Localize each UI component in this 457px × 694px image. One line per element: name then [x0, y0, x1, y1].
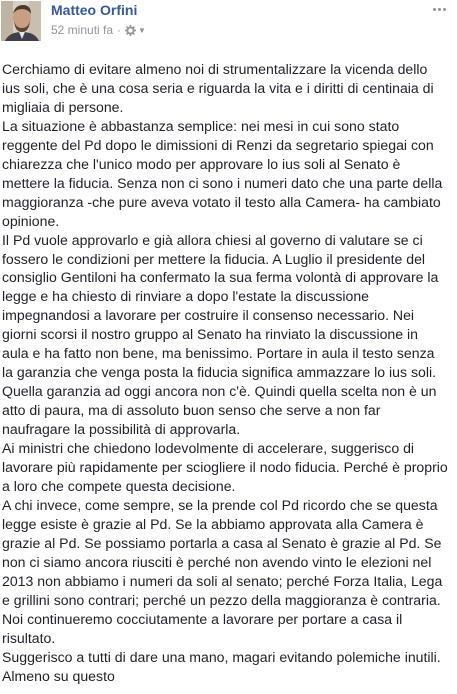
profile-photo-icon — [1, 1, 41, 41]
post-paragraph: Ai ministri che chiedono lodevolmente di accelerare, suggerisco di lavorare più rapidamente per sciogliere il nodo fiducia. Perché è proprio a loro che compete questa decisione. — [2, 440, 448, 494]
post-meta — [51, 23, 146, 37]
chevron-down-icon[interactable]: ▼ — [138, 25, 146, 35]
post-paragraph: Il Pd vuole approvarlo e già allora chiesi al governo di valutare se ci fossero le condizioni per mettere la fiducia. A Luglio il presidente del consiglio Gentiloni ha confermato la sua ferma volontà di approvare la legge e ha chiesto di rinviare a dopo l'estate la discussione impegnandosi a lavorare per costruire il consenso necessario. Nei giorni scorsi il nostro gruppo al Senato ha rinviato la discussione in aula e ha fatto non bene, ma benissimo. Portare in aula il testo senza la garanzia che venga posta la fiducia significa ammazzare lo ius soli. Quella garanzia ad oggi ancora non c'è. Quindi quella scelta non è un atto di paura, ma di assoluto buon senso che serve a non far naufragare la possibilità di approvarla. — [2, 231, 439, 438]
post-paragraph: Cerchiamo di evitare almeno noi di strumentalizzare la vicenda dello ius soli, che è una cosa seria e riguarda la vita e i diritti di centinaia di migliaia di persone. — [2, 61, 434, 115]
post-paragraph: Almeno su questo — [2, 667, 115, 684]
post-timestamp[interactable]: 52 minuti fa — [51, 23, 114, 37]
avatar[interactable] — [1, 1, 41, 41]
post-body — [2, 60, 448, 685]
gear-icon[interactable] — [125, 25, 136, 36]
more-options-icon[interactable] — [429, 2, 449, 16]
post-header — [0, 0, 457, 52]
meta-separator: · — [117, 23, 122, 37]
post-paragraph: La situazione è abbastanza semplice: nei mesi in cui sono stato reggente del Pd dopo le dimissioni di Renzi da segretario spiegai con chiarezza che l'unico modo per approvare lo ius soli al Senato è mettere la fiducia. Senza non ci sono i numeri dato che una parte della maggioranza -che pure aveva votato il testo alla Camera- ha cambiato opinione. — [2, 117, 443, 229]
post-paragraph: Suggerisco a tutti di dare una mano, magari evitando polemiche inutili. — [2, 648, 441, 665]
post-paragraph: A chi invece, come sempre, se la prende col Pd ricordo che se questa legge esiste è grazie al Pd. Se la abbiamo approvata alla Camera è grazie al Pd. Se possiamo portarla a casa al Senato è grazie al Pd. Se non ci siamo ancora riusciti è perché non avendo vinto le elezioni nel 2013 non abbiamo i numeri da soli al senato; perché Forza Italia, Lega e grillini sono contrari; perché un pezzo della maggioranza è contraria. — [2, 496, 443, 608]
post-paragraph: Noi continueremo cocciutamente a lavorare per portare a casa il risultato. — [2, 610, 403, 646]
author-name[interactable]: Matteo Orfini — [51, 2, 138, 18]
